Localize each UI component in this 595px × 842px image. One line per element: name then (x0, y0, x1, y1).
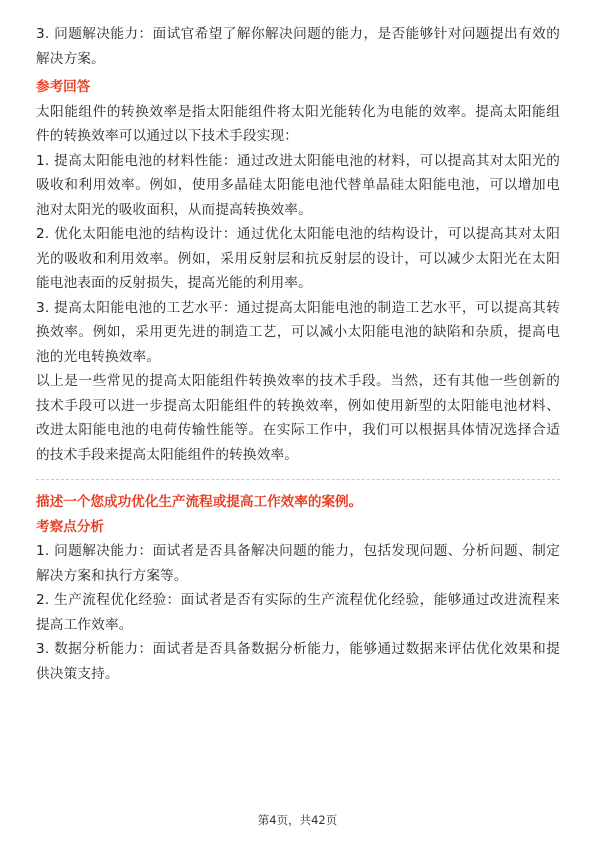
analysis-item-1: 1. 问题解决能力：面试者是否具备解决问题的能力，包括发现问题、分析问题、制定解决方案和执行方案等。 (36, 543, 560, 584)
question-heading: 描述一个您成功优化生产流程或提高工作效率的案例。 (36, 494, 363, 510)
answer-item-1: 1. 提高太阳能电池的材料性能：通过改进太阳能电池的材料，可以提高其对太阳光的吸收和利用效率。例如，使用多晶硅太阳能电池代替单晶硅太阳能电池，可以增加电池对太阳光的吸收面积，从而提高转换效率。 (36, 152, 560, 218)
document-page (36, 22, 560, 686)
answer-heading: 参考回答 (36, 79, 91, 95)
answer-conclusion: 以上是一些常见的提高太阳能组件转换效率的技术手段。当然，还有其他一些创新的技术手段可以进一步提高太阳能组件的转换效率，例如使用新型的太阳能电池材料、改进太阳能电池的电荷传输性能等。在实际工作中，我们可以根据具体情况选择合适的技术手段来提高太阳能组件的转换效率。 (36, 373, 560, 463)
answer-item-3: 3. 提高太阳能电池的工艺水平：通过提高太阳能电池的制造工艺水平，可以提高其转换效率。例如，采用更先进的制造工艺，可以减小太阳能电池的缺陷和杂质，提高电池的光电转换效率。 (36, 299, 560, 365)
analysis-heading: 考察点分析 (36, 518, 104, 535)
previous-point-3: 3. 问题解决能力：面试官希望了解你解决问题的能力，是否能够针对问题提出有效的解决方案。 (36, 26, 560, 67)
section-divider (36, 479, 560, 480)
answer-intro: 太阳能组件的转换效率是指太阳能组件将太阳光能转化为电能的效率。提高太阳能组件的转换效率可以通过以下技术手段实现： (36, 103, 560, 144)
analysis-item-2: 2. 生产流程优化经验：面试者是否有实际的生产流程优化经验，能够通过改进流程来提高工作效率。 (36, 592, 560, 633)
analysis-item-3: 3. 数据分析能力：面试者是否具备数据分析能力，能够通过数据来评估优化效果和提供决策支持。 (36, 641, 560, 682)
page-number-footer: 第4页，共42页 (257, 813, 338, 827)
answer-item-2: 2. 优化太阳能电池的结构设计：通过优化太阳能电池的结构设计，可以提高其对太阳光的吸收和利用效率。例如，采用反射层和抗反射层的设计，可以减少太阳光在太阳能电池表面的反射损失，提高光能的利用率。 (36, 226, 560, 291)
